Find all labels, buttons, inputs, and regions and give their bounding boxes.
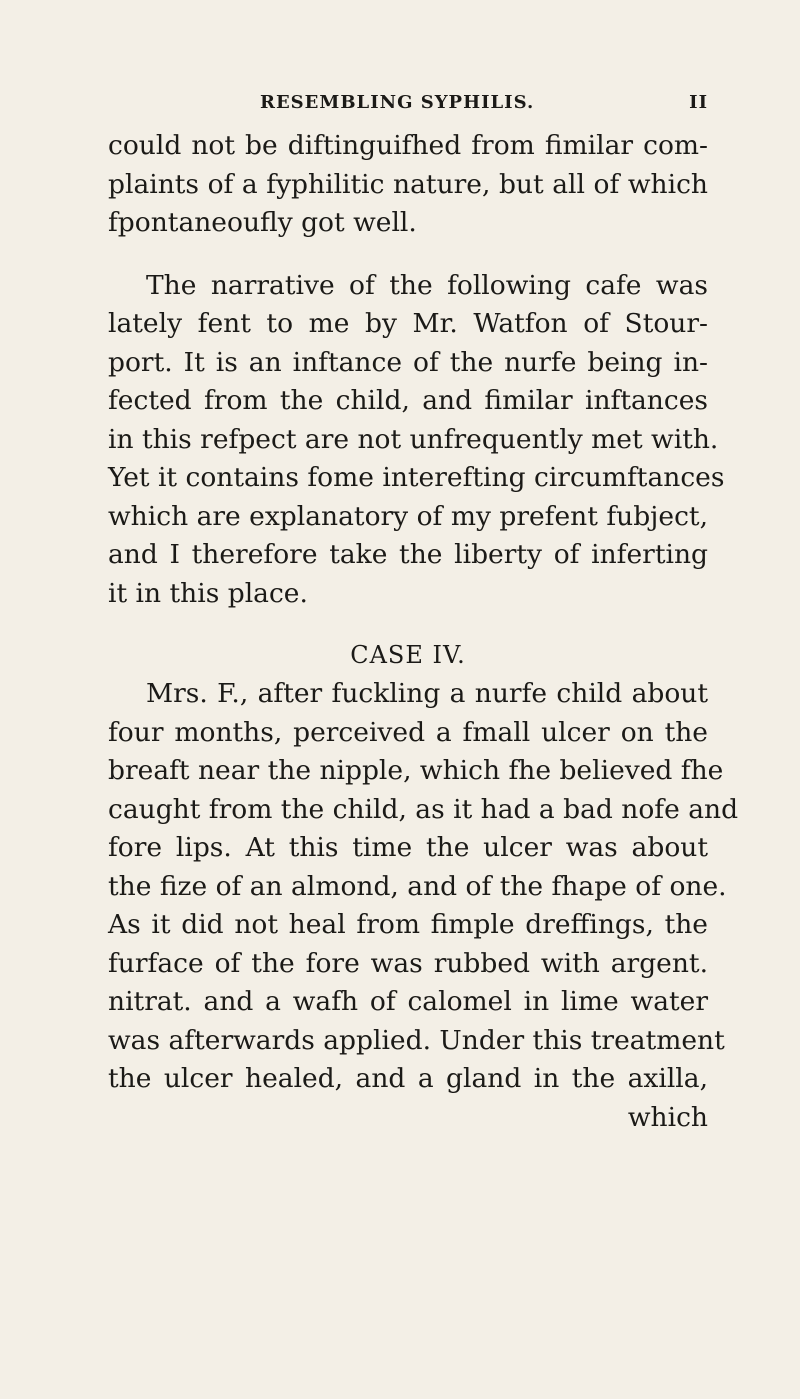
paragraph — [108, 267, 725, 614]
paragraph — [108, 675, 739, 1137]
text-line: As it did not heal from fimple dreffings, the — [108, 909, 708, 940]
text-line: Mrs. F., after fuckling a nurfe child about — [146, 678, 708, 709]
paragraph — [108, 127, 708, 243]
text-line: port. It is an inftance of the nurfe being in- — [108, 346, 708, 378]
text-line: it in this place. — [108, 577, 308, 609]
text-line: the ulcer healed, and a gland in the axilla, — [108, 1063, 708, 1094]
text-line: fore lips. At this time the ulcer was about — [108, 832, 708, 863]
body-text — [108, 127, 739, 1137]
text-line: lately fent to me by Mr. Watfon of Stour- — [108, 308, 708, 339]
catchword: which — [627, 1101, 708, 1133]
running-head: RESEMBLING SYPHILIS. — [260, 92, 535, 113]
section-spacing — [108, 613, 708, 635]
text-line: in this refpect are not unfrequently met with. — [108, 423, 719, 455]
text-line: caught from the child, as it had a bad nofe and — [108, 793, 739, 825]
text-line: the fize of an almond, and of the fhape of one. — [108, 870, 727, 902]
text-line: furface of the fore was rubbed with argent. — [108, 947, 708, 979]
page-number: II — [689, 92, 708, 113]
text-line: could not be diftinguifhed from fimilar com- — [108, 130, 708, 161]
text-line: four months, perceived a fmall ulcer on the — [108, 716, 708, 748]
page-header — [108, 92, 708, 116]
text-line: nitrat. and a wafh of calomel in lime water — [108, 986, 708, 1017]
text-line: fected from the child, and fimilar inftances — [108, 385, 708, 416]
text-line: plaints of a fyphilitic nature, but all of which — [108, 168, 708, 200]
text-line: fpontaneoufly got well. — [108, 207, 417, 238]
text-line: The narrative of the following cafe was — [146, 269, 708, 301]
text-line: and I therefore take the liberty of inferting — [108, 539, 708, 570]
text-line: Yet it contains fome interefting circumftances — [108, 462, 725, 493]
text-line: which are explanatory of my prefent fubject, — [108, 500, 708, 532]
case-heading: CASE IV. — [350, 641, 466, 669]
text-line: breaft near the nipple, which fhe believed fhe — [108, 755, 724, 786]
text-line: was afterwards applied. Under this treatment — [108, 1024, 725, 1056]
paragraph-spacing — [108, 243, 708, 267]
